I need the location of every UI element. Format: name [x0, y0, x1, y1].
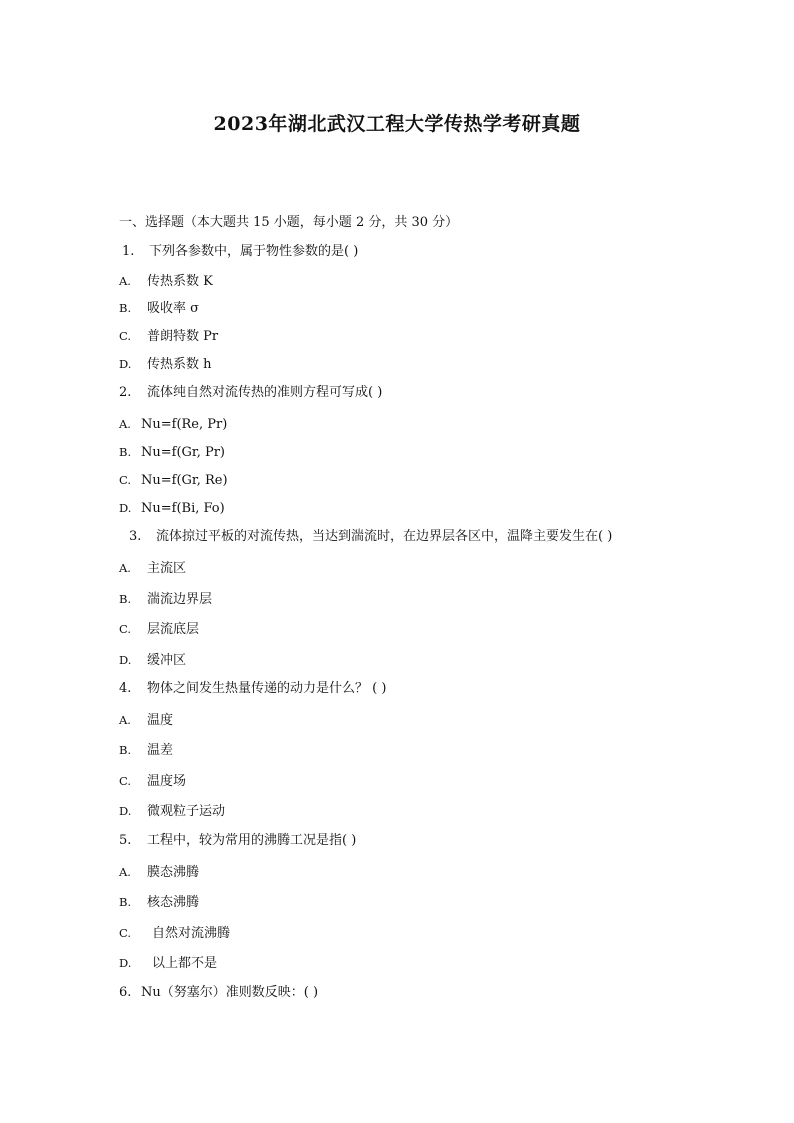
option-4b	[119, 742, 173, 759]
option-letter: A.	[119, 865, 131, 879]
question-5	[119, 833, 356, 849]
option-2b	[119, 444, 225, 461]
option-text: 传热系数 h	[147, 357, 212, 372]
question-number: 1.	[122, 244, 135, 259]
option-text: 层流底层	[147, 622, 200, 637]
option-2a	[119, 416, 227, 433]
option-letter: D.	[119, 956, 132, 970]
option-3a	[119, 560, 186, 577]
option-4a	[119, 712, 173, 729]
option-1c	[119, 328, 218, 345]
option-text: 膜态沸腾	[147, 865, 200, 880]
option-letter: D.	[119, 804, 132, 818]
option-letter: B.	[119, 301, 132, 315]
question-1	[122, 244, 358, 260]
option-letter: D.	[119, 501, 132, 515]
option-letter: C.	[119, 329, 132, 343]
question-number: 4.	[119, 681, 132, 696]
document-title: 2023年湖北武汉工程大学传热学考研真题	[213, 113, 581, 135]
option-1d	[119, 356, 212, 373]
option-letter: B.	[119, 445, 132, 459]
question-text: 流体掠过平板的对流传热，当达到湍流时，在边界层各区中，温降主要发生在( )	[156, 529, 613, 544]
question-text: 工程中，较为常用的沸腾工况是指( )	[147, 833, 357, 848]
option-text: 温差	[147, 743, 174, 758]
option-letter: C.	[119, 926, 132, 940]
option-text: Nu=f(Gr, Pr)	[141, 445, 225, 460]
option-letter: B.	[119, 743, 132, 757]
option-letter: A.	[119, 713, 131, 727]
option-1b	[119, 300, 199, 317]
question-number: 6.	[119, 985, 132, 1000]
question-2	[119, 385, 382, 401]
option-text: 传热系数 K	[147, 274, 213, 289]
option-letter: A.	[119, 561, 131, 575]
question-4	[119, 681, 386, 697]
option-text: Nu=f(Gr, Re)	[141, 473, 228, 488]
option-5a	[119, 864, 199, 881]
option-letter: C.	[119, 774, 132, 788]
option-text: 温度场	[147, 774, 187, 789]
option-letter: B.	[119, 592, 132, 606]
option-letter: C.	[119, 473, 132, 487]
option-letter: C.	[119, 622, 132, 636]
option-3c	[119, 621, 199, 638]
question-number: 5.	[119, 833, 132, 848]
option-text: 自然对流沸腾	[152, 926, 231, 941]
option-1a	[119, 273, 213, 290]
option-text: Nu=f(Bi, Fo)	[141, 501, 225, 516]
option-letter: A.	[119, 274, 131, 288]
option-2c	[119, 472, 228, 489]
question-3	[129, 529, 612, 545]
option-text: 以上都不是	[152, 956, 218, 971]
option-3b	[119, 591, 212, 608]
option-letter: D.	[119, 357, 132, 371]
question-text: 下列各参数中，属于物性参数的是( )	[149, 244, 359, 259]
option-text: 缓冲区	[147, 653, 187, 668]
question-text: Nu（努塞尔）准则数反映：( )	[141, 985, 319, 1000]
option-4c	[119, 773, 186, 790]
option-5d	[119, 955, 217, 972]
question-text: 流体纯自然对流传热的准则方程可写成( )	[147, 385, 383, 400]
option-text: 主流区	[147, 561, 187, 576]
option-5c	[119, 925, 230, 942]
question-6	[119, 985, 318, 1001]
option-text: 吸收率 σ	[147, 301, 200, 316]
option-4d	[119, 803, 225, 820]
option-text: Nu=f(Re, Pr)	[141, 417, 228, 432]
question-number: 2.	[119, 385, 132, 400]
question-text: 物体之间发生热量传递的动力是什么？ ( )	[147, 681, 387, 696]
option-2d	[119, 500, 225, 517]
option-letter: A.	[119, 417, 131, 431]
option-letter: D.	[119, 653, 132, 667]
option-text: 普朗特数 Pr	[147, 329, 219, 344]
question-number: 3.	[129, 529, 142, 544]
option-text: 温度	[147, 713, 174, 728]
option-5b	[119, 894, 199, 911]
option-3d	[119, 652, 186, 669]
option-text: 微观粒子运动	[147, 804, 226, 819]
option-text: 核态沸腾	[147, 895, 200, 910]
option-text: 湍流边界层	[147, 592, 213, 607]
option-letter: B.	[119, 895, 132, 909]
section-header: 一、选择题（本大题共 15 小题，每小题 2 分，共 30 分）	[119, 215, 459, 230]
